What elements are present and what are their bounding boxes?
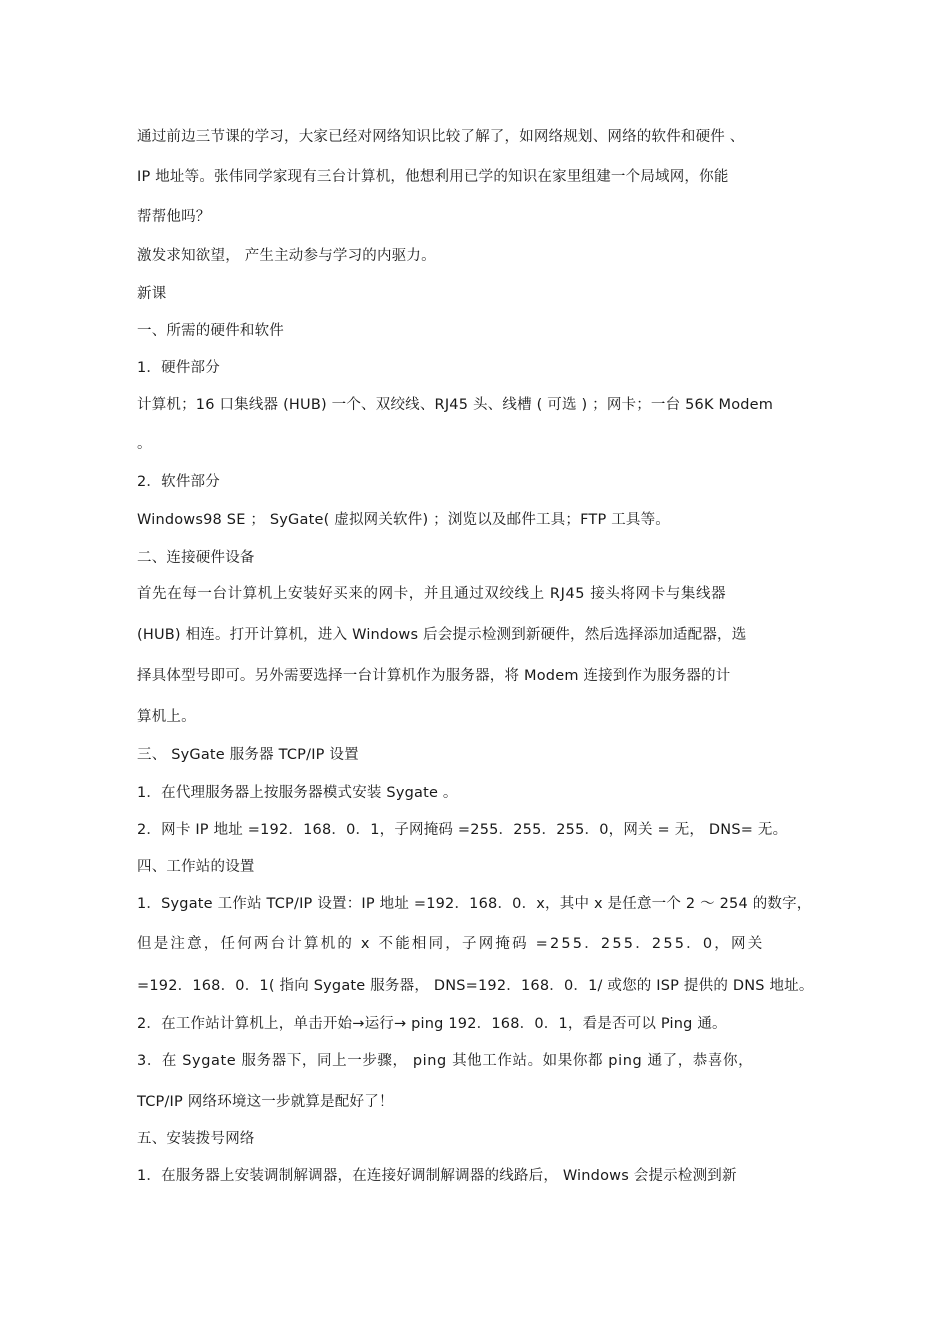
subheading-software: 2．软件部分 xyxy=(137,474,220,490)
paragraph-line-dialup-1: 1．在服务器上安装调制解调器，在连接好调制解调器的线路后， Windows 会提示检测到新 xyxy=(137,1168,737,1184)
paragraph-line-intro-1: 通过前边三节课的学习，大家已经对网络知识比较了解了，如网络规划、网络的软件和硬件 、 xyxy=(137,129,745,145)
paragraph-line-workstation-3: =192．168．0．1( 指向 Sygate 服务器， DNS=192．168．0．1/ 或您的 ISP 提供的 DNS 地址。 xyxy=(137,978,814,994)
paragraph-line-ping-others-2: TCP/IP 网络环境这一步就算是配好了！ xyxy=(137,1094,394,1110)
paragraph-line-install-sygate: 1．在代理服务器上按服务器模式安装 Sygate 。 xyxy=(137,785,458,801)
paragraph-line-workstation-2: 但是注意，任何两台计算机的 x 不能相同，子网掩码 =255．255．255．0，网关 xyxy=(137,936,765,952)
paragraph-line-connect-4: 算机上。 xyxy=(137,709,196,725)
heading-sygate-tcpip: 三、 SyGate 服务器 TCP/IP 设置 xyxy=(137,747,359,763)
section-label-new-lesson: 新课 xyxy=(137,286,167,302)
paragraph-line-motivation: 激发求知欲望， 产生主动参与学习的内驱力。 xyxy=(137,248,436,264)
paragraph-line-intro-3: 帮帮他吗？ xyxy=(137,209,211,225)
paragraph-line-hardware-end: 。 xyxy=(137,436,152,452)
heading-hardware-software: 一、所需的硬件和软件 xyxy=(137,323,284,339)
heading-workstation-setup: 四、工作站的设置 xyxy=(137,859,255,875)
paragraph-line-connect-2: (HUB) 相连。打开计算机，进入 Windows 后会提示检测到新硬件，然后选择添加适配器，选 xyxy=(137,627,747,643)
paragraph-line-software-list: Windows98 SE ； SyGate( 虚拟网关软件) ；浏览以及邮件工具；FTP 工具等。 xyxy=(137,512,671,528)
paragraph-line-connect-1: 首先在每一台计算机上安装好买来的网卡，并且通过双绞线上 RJ45 接头将网卡与集线器 xyxy=(137,586,727,602)
paragraph-line-nic-ip: 2．网卡 IP 地址 =192．168．0．1，子网掩码 =255．255．255．0，网关 = 无， DNS= 无。 xyxy=(137,822,788,838)
paragraph-line-ping-others-1: 3．在 Sygate 服务器下，同上一步骤， ping 其他工作站。如果你都 ping 通了，恭喜你， xyxy=(137,1053,754,1069)
subheading-hardware: 1．硬件部分 xyxy=(137,360,220,376)
paragraph-line-hardware-list: 计算机；16 口集线器 (HUB) 一个、双绞线、RJ45 头、线槽 ( 可选 ) ；网卡；一台 56K Modem xyxy=(137,397,774,413)
paragraph-line-intro-2: IP 地址等。张伟同学家现有三台计算机，他想利用已学的知识在家里组建一个局域网，你能 xyxy=(137,169,729,185)
heading-connect-hardware: 二、连接硬件设备 xyxy=(137,550,255,566)
paragraph-line-workstation-1: 1．Sygate 工作站 TCP/IP 设置：IP 地址 =192．168．0．x，其中 x 是任意一个 2 ～ 254 的数字， xyxy=(137,896,812,912)
heading-dialup-network: 五、安装拨号网络 xyxy=(137,1131,255,1147)
paragraph-line-ping-test: 2．在工作站计算机上，单击开始→运行→ ping 192．168．0．1，看是否可以 Ping 通。 xyxy=(137,1016,727,1032)
paragraph-line-connect-3: 择具体型号即可。另外需要选择一台计算机作为服务器，将 Modem 连接到作为服务器的计 xyxy=(137,668,731,684)
